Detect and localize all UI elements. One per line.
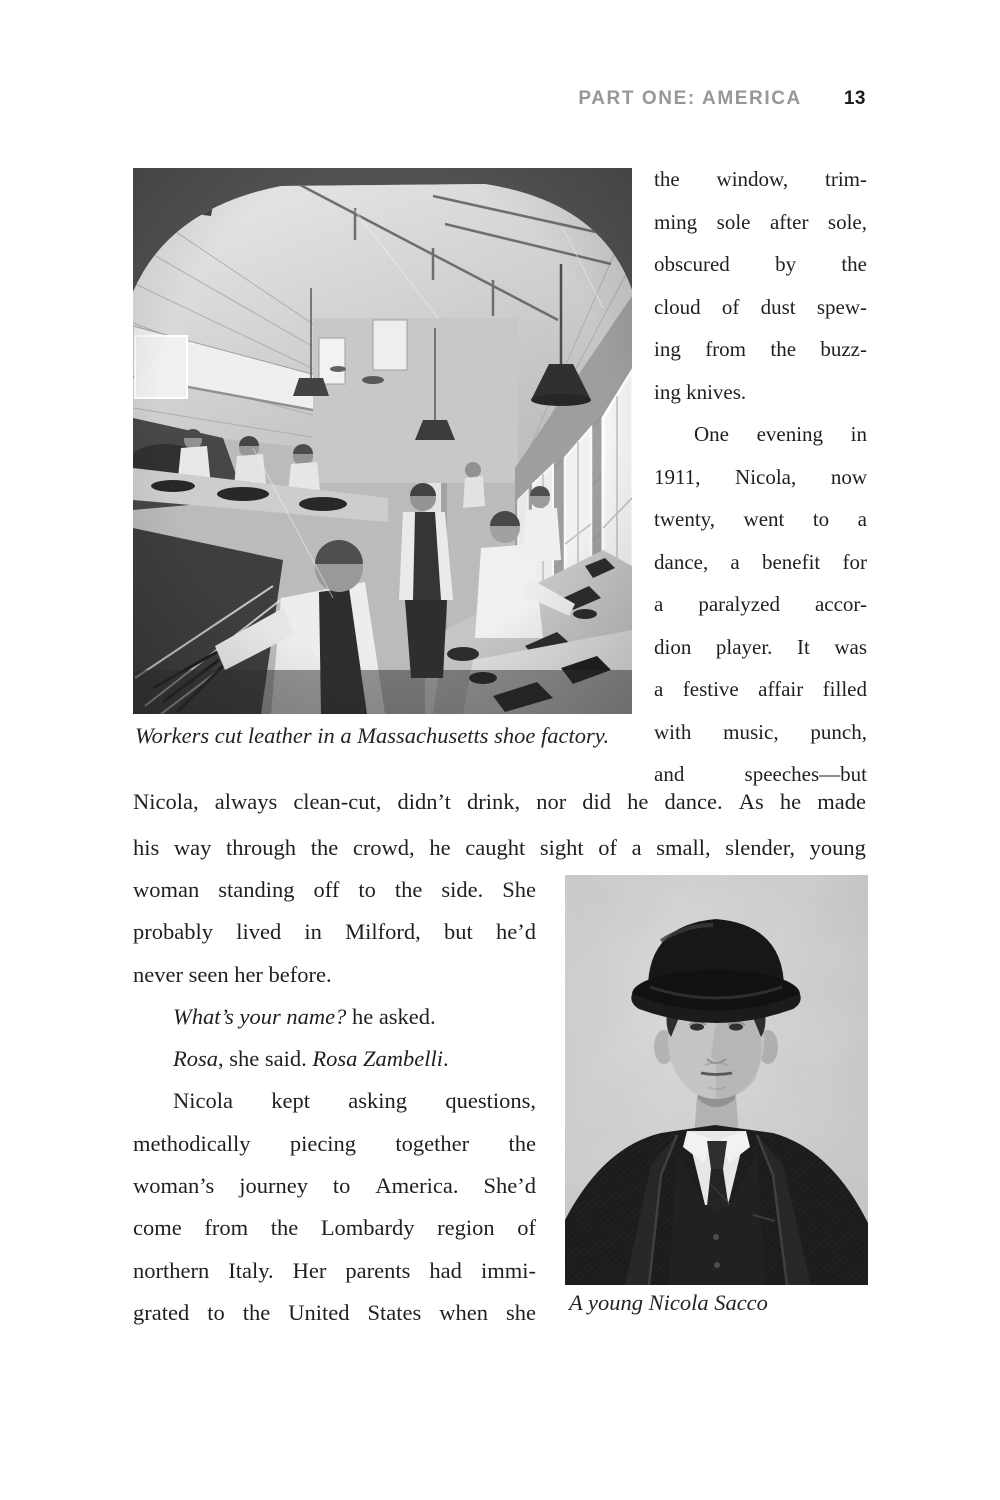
portrait-photo xyxy=(565,875,868,1285)
text-line: One evening in xyxy=(694,422,867,446)
text-line: grated to the United States when she xyxy=(133,1299,536,1325)
text-line: dance, a benefit for xyxy=(654,549,867,574)
text-line: northern Italy. Her parents had immi- xyxy=(133,1257,536,1283)
text-line: ming sole after sole, xyxy=(654,209,867,234)
text-line: probably lived in Milford, but he’d xyxy=(133,919,536,945)
text-line: obscured by the xyxy=(654,252,867,276)
text-line: a paralyzed accor- xyxy=(654,592,867,616)
factory-caption: Workers cut leather in a Massachusetts shoe factory. xyxy=(135,723,610,748)
right-column-text xyxy=(654,158,867,796)
page-number: 13 xyxy=(843,88,866,109)
text-line: cloud of dust spew- xyxy=(654,294,867,319)
factory-photo xyxy=(133,168,632,714)
running-head xyxy=(0,88,866,110)
text-line: come from the Lombardy region of xyxy=(133,1215,536,1241)
text-line: woman’s journey to America. She’d xyxy=(133,1173,536,1199)
left-column-text xyxy=(133,869,536,1334)
text-line: twenty, went to a xyxy=(654,507,867,531)
text-line: Nicola, always clean-cut, didn’t drink, nor did he dance. As he made xyxy=(133,789,866,814)
text-line: woman standing off to the side. She xyxy=(133,877,536,902)
text-line: the window, trim- xyxy=(654,167,867,191)
text-line: never seen her before. xyxy=(133,961,332,987)
text-line: ing from the buzz- xyxy=(654,337,867,361)
text-line: a festive affair filled xyxy=(654,677,867,701)
text-line: and speeches—but xyxy=(654,762,867,786)
full-width-text xyxy=(133,779,866,871)
text-line: What’s your name? he asked. xyxy=(173,1003,436,1029)
text-line: his way through the crowd, he caught sight of a small, slender, young xyxy=(133,835,866,860)
text-line: with music, punch, xyxy=(654,719,867,744)
text-line: dion player. It was xyxy=(654,634,867,659)
text-line: ing knives. xyxy=(654,379,747,404)
part-title: PART ONE: AMERICA xyxy=(578,88,802,109)
text-line: Rosa, she said. Rosa Zambelli. xyxy=(173,1046,449,1072)
portrait-caption: A young Nicola Sacco xyxy=(569,1290,768,1315)
text-line: methodically piecing together the xyxy=(133,1130,536,1156)
text-line: 1911, Nicola, now xyxy=(654,464,867,489)
text-line: Nicola kept asking questions, xyxy=(173,1088,536,1114)
